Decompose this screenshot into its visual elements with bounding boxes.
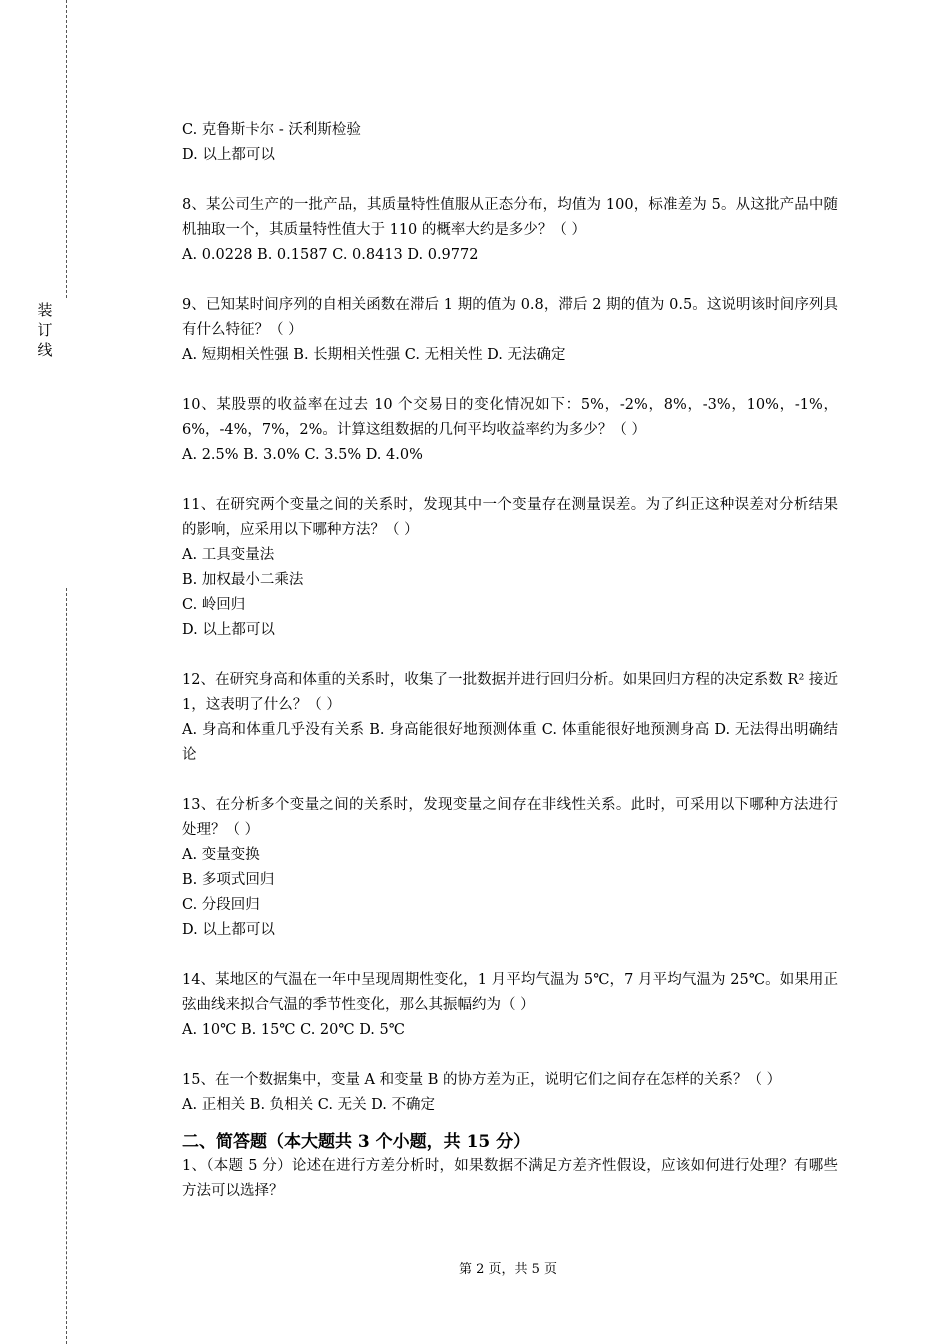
exam-content <box>182 118 838 1204</box>
question-stem: 15、在一个数据集中，变量 A 和变量 B 的协方差为正，说明它们之间存在怎样的关系？（ ） <box>182 1072 782 1088</box>
short-answer-question-1: 1、（本题 5 分）论述在进行方差分析时，如果数据不满足方差齐性假设，应该如何进行处理？有哪些方法可以选择？ <box>182 1158 838 1199</box>
option-line: A. 工具变量法 <box>182 547 275 563</box>
question-stem: 14、某地区的气温在一年中呈现周期性变化，1 月平均气温为 5℃，7 月平均气温为 25℃。如果用正弦曲线来拟合气温的季节性变化，那么其振幅约为（ ） <box>182 972 838 1013</box>
option-line: D. 以上都可以 <box>182 922 275 938</box>
question-15 <box>182 1068 838 1118</box>
question-stem: 11、在研究两个变量之间的关系时，发现其中一个变量存在测量误差。为了纠正这种误差对分析结果的影响，应采用以下哪种方法？（ ） <box>182 497 838 538</box>
option-line: A. 正相关 B. 负相关 C. 无关 D. 不确定 <box>182 1097 436 1113</box>
continued-question <box>182 118 838 168</box>
question-9 <box>182 293 838 368</box>
option-line: C. 克鲁斯卡尔 - 沃利斯检验 <box>182 122 361 138</box>
option-line: A. 0.0228 B. 0.1587 C. 0.8413 D. 0.9772 <box>182 247 479 263</box>
page-footer: 第 2 页，共 5 页 <box>458 1262 558 1277</box>
option-line: A. 变量变换 <box>182 847 260 863</box>
binding-dashed-line-bottom <box>66 588 67 1344</box>
question-stem: 13、在分析多个变量之间的关系时，发现变量之间存在非线性关系。此时，可采用以下哪种方法进行处理？（ ） <box>182 797 838 838</box>
question-8 <box>182 193 838 268</box>
option-line: A. 2.5% B. 3.0% C. 3.5% D. 4.0% <box>182 447 423 463</box>
option-line: C. 分段回归 <box>182 897 260 913</box>
question-stem: 12、在研究身高和体重的关系时，收集了一批数据并进行回归分析。如果回归方程的决定系数 R² 接近 1，这表明了什么？（ ） <box>182 672 838 713</box>
option-line: B. 多项式回归 <box>182 872 275 888</box>
question-stem: 10、某股票的收益率在过去 10 个交易日的变化情况如下：5%，-2%，8%，-3%，10%，-1%，6%，-4%，7%，2%。计算这组数据的几何平均收益率约为多少？（ ） <box>182 397 838 438</box>
option-line: D. 以上都可以 <box>182 147 275 163</box>
question-stem: 8、某公司生产的一批产品，其质量特性值服从正态分布，均值为 100，标准差为 5。从这批产品中随机抽取一个，其质量特性值大于 110 的概率大约是多少？（ ） <box>182 197 838 238</box>
question-13 <box>182 793 838 943</box>
binding-label: 装订线 <box>37 301 53 359</box>
option-line: A. 短期相关性强 B. 长期相关性强 C. 无相关性 D. 无法确定 <box>182 347 566 363</box>
option-line: A. 10℃ B. 15℃ C. 20℃ D. 5℃ <box>182 1022 405 1038</box>
question-12 <box>182 668 838 768</box>
option-line: A. 身高和体重几乎没有关系 B. 身高能很好地预测体重 C. 体重能很好地预测身高 D. 无法得出明确结论 <box>182 722 838 763</box>
question-14 <box>182 968 838 1043</box>
option-line: B. 加权最小二乘法 <box>182 572 304 588</box>
option-line: C. 岭回归 <box>182 597 246 613</box>
binding-dashed-line-top <box>66 0 67 298</box>
option-line: D. 以上都可以 <box>182 622 275 638</box>
question-11 <box>182 493 838 643</box>
section-title: 二、简答题（本大题共 3 个小题，共 15 分） <box>182 1132 531 1152</box>
question-stem: 9、已知某时间序列的自相关函数在滞后 1 期的值为 0.8，滞后 2 期的值为 0.5。这说明该时间序列具有什么特征？（ ） <box>182 297 838 338</box>
question-10 <box>182 393 838 468</box>
